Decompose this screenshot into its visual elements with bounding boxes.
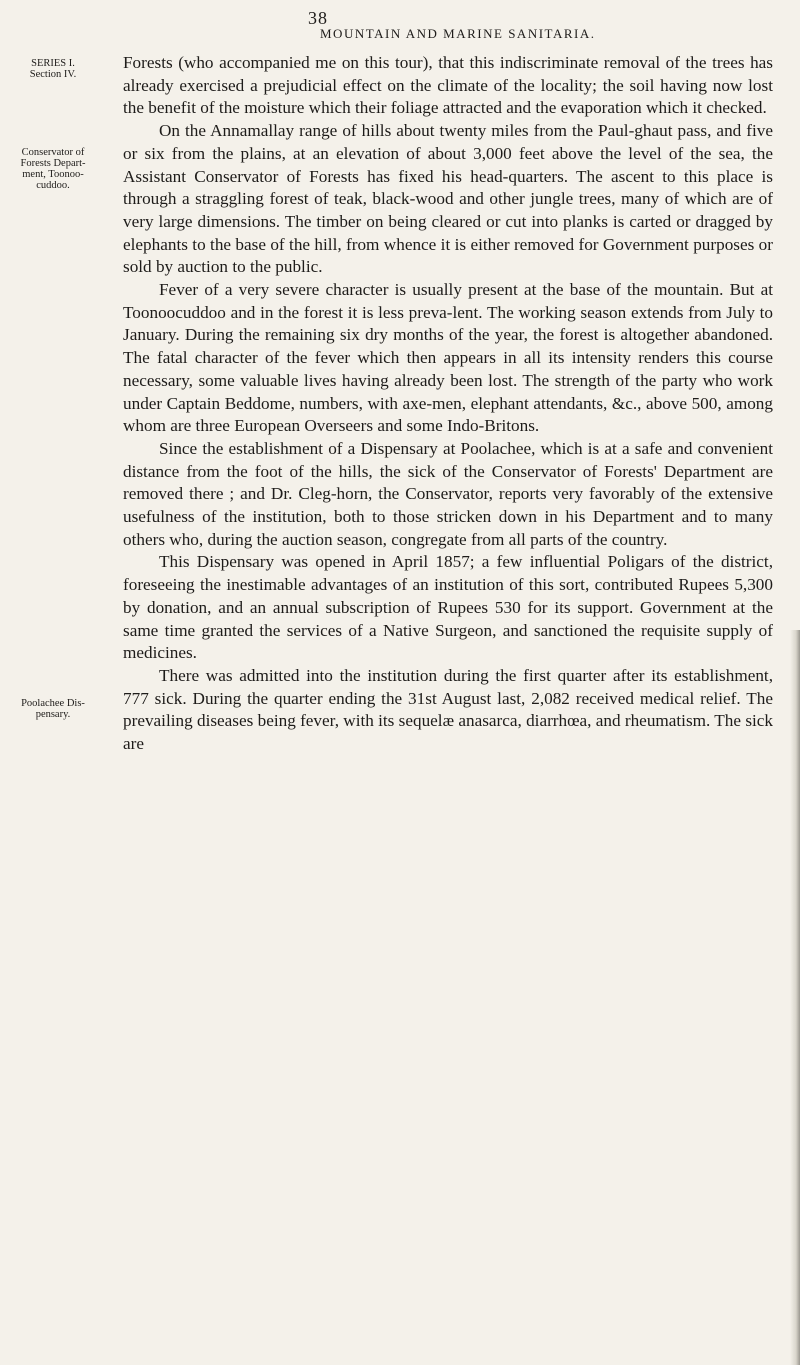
paragraph: On the Annamallay range of hills about twenty miles from the Paul-ghaut pass, and five or six from the plains, at an elevation of about 3,000 feet above the level of the sea, the Assistant Conservator of Forests has fixed his head-quarters. The ascent to this place is through a straggling forest of teak, black-wood and other jungle trees, many of which are of very large dimensions. The timber on being cleared or cut into planks is carted or dragged by elephants to the base of the hill, from whence it is either removed for Government purposes or sold by auction to the public. — [123, 121, 773, 277]
margin-note-conservator — [18, 147, 88, 191]
main-text — [123, 52, 773, 756]
margin-note-line: Conservator of — [21, 147, 85, 158]
running-title: MOUNTAIN AND MARINE SANITARIA. — [320, 26, 596, 41]
margin-note-line: cuddoo. — [36, 180, 70, 191]
margin-note-line: ment, Toonoo- — [22, 169, 84, 180]
margin-note-dispensary — [18, 698, 88, 720]
margin-note-line: Forests Depart- — [20, 158, 86, 169]
paragraph: Forests (who accompanied me on this tour), that this indiscriminate removal of the trees has already exercised a prejudicial effect on the climate of the locality; the soil having now lost the benefit of the moisture which their foliage attracted and the evaporation which it checked. — [123, 53, 773, 118]
paragraph: This Dispensary was opened in April 1857; a few influential Poligars of the district, foreseeing the inestimable advantages of an institution of this sort, contributed Rupees 5,300 by donation, and an annual subscription of Rupees 530 for its support. Government at the same time granted the services of a Native Surgeon, and sanctioned the requisite supply of medicines. — [123, 552, 773, 663]
page-edge-shadow — [790, 630, 800, 1365]
margin-note-line: Section IV. — [29, 69, 77, 80]
margin-note-line: pensary. — [35, 709, 71, 720]
margin-note-series — [14, 58, 92, 80]
margin-note-line: Poolachee Dis- — [21, 698, 85, 709]
paragraph: Fever of a very severe character is usually present at the base of the mountain. But at Toonoocuddoo and in the forest it is less preva-lent. The working season extends from July to January. During the remaining six dry months of the year, the forest is altogether abandoned. The fatal character of the fever which then appears in all its intensity renders this course necessary, some valuable lives having already been lost. The strength of the party who work under Captain Beddome, numbers, with axe-men, elephant attendants, &c., above 500, among whom are three European Overseers and some Indo-Britons. — [123, 280, 773, 436]
margin-note-line: SERIES I. — [31, 58, 75, 69]
paragraph: There was admitted into the institution during the first quarter after its establishment, 777 sick. During the quarter ending the 31st August last, 2,082 received medical relief. The prevailing diseases being fever, with its sequelæ anasarca, diarrhœa, and rheumatism. The sick are — [123, 665, 774, 754]
page-number: 38 — [308, 8, 328, 28]
paragraph: Since the establishment of a Dispensary at Poolachee, which is at a safe and convenient distance from the foot of the hills, the sick of the Conservator of Forests' Department are removed there ; and Dr. Cleg-horn, the Conservator, reports very favorably of the extensive usefulness of the institution, both to those stricken down in his Department and to many others who, during the auction season, congregate from all parts of the country. — [123, 438, 773, 549]
